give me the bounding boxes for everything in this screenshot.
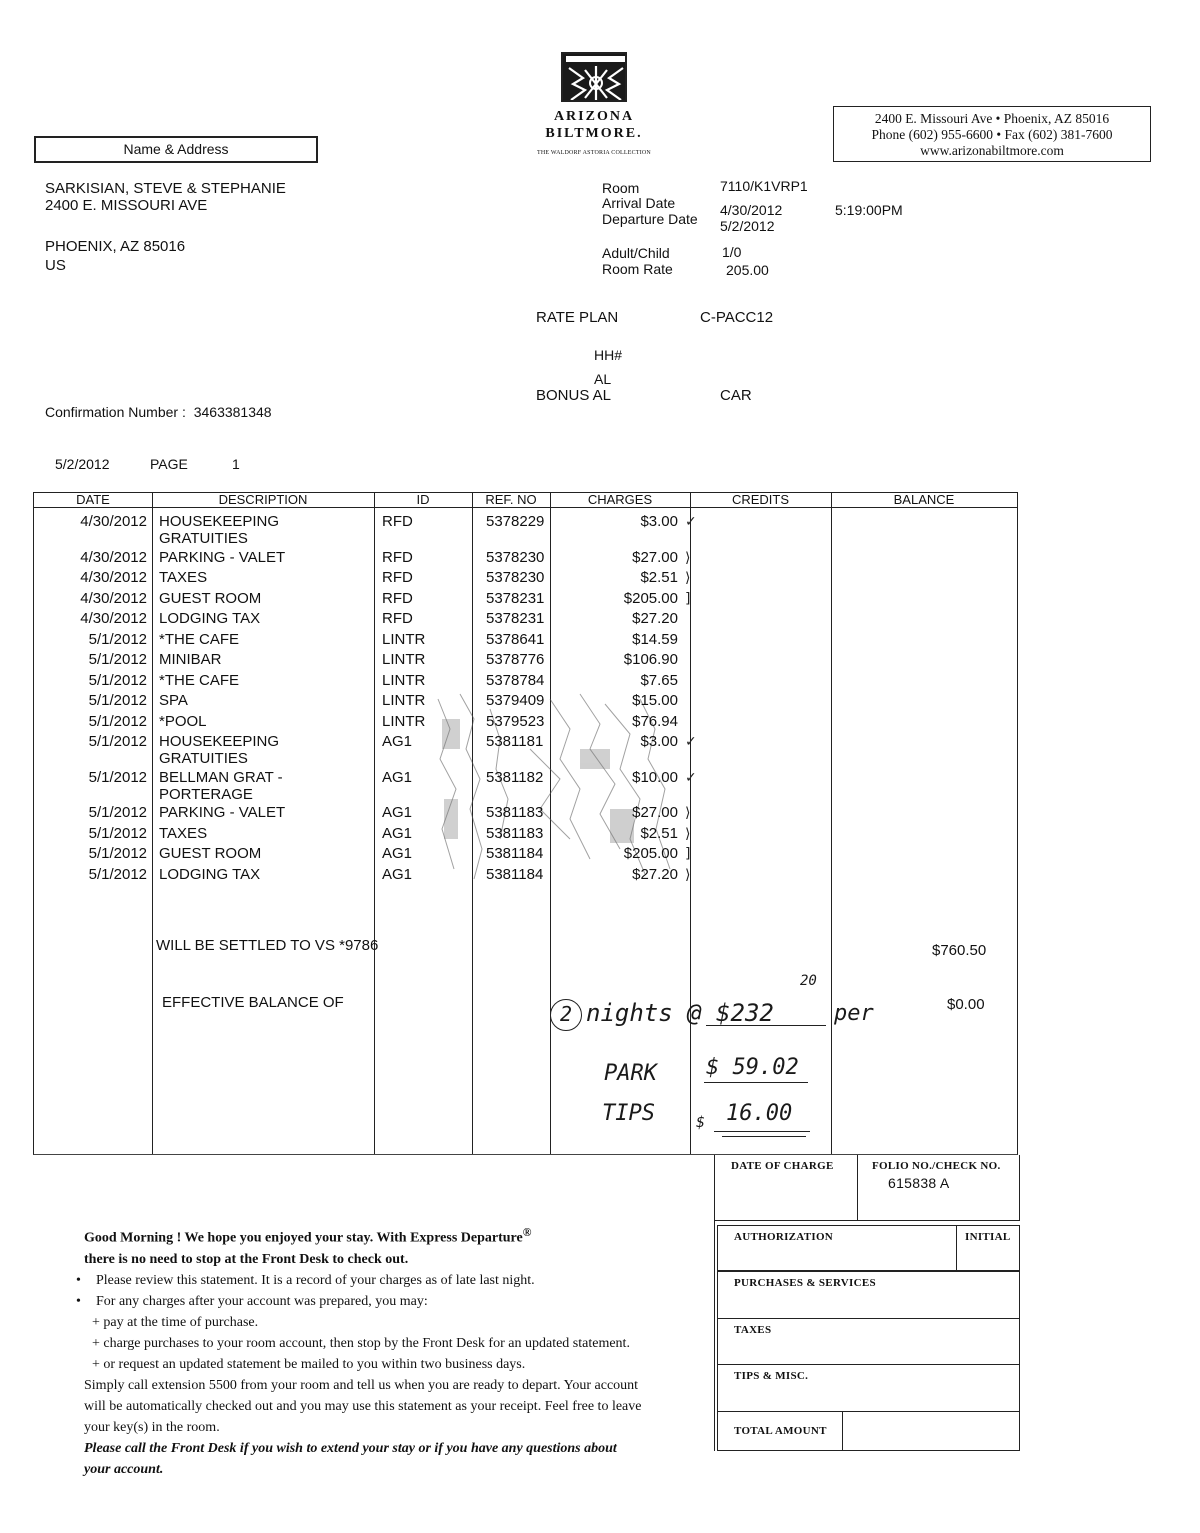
row-id: LINTR bbox=[382, 712, 426, 730]
table-row bbox=[34, 631, 1019, 653]
guest-street: 2400 E. MISSOURI AVE bbox=[45, 197, 208, 214]
row-ref-no: 5378230 bbox=[486, 548, 545, 566]
handwritten-tips-dollar: $ bbox=[696, 1113, 706, 1131]
room-label: Room bbox=[602, 180, 640, 196]
row-id: LINTR bbox=[382, 651, 426, 668]
hotel-address: 2400 E. Missouri Ave • Phoenix, AZ 85016 bbox=[874, 111, 1110, 126]
handwritten-tips-value: 16.00 bbox=[726, 1101, 793, 1126]
col-balance: BALANCE bbox=[893, 492, 955, 507]
row-date: 4/30/2012 bbox=[80, 548, 147, 566]
row-id: RFD bbox=[382, 589, 413, 607]
name-address-label: Name & Address bbox=[34, 136, 318, 163]
folio-label: FOLIO NO./CHECK NO. bbox=[872, 1160, 1001, 1172]
option-charge: + charge purchases to your room account, then stop by the Front Desk for an updated statement. bbox=[92, 1335, 630, 1351]
handwritten-per: per bbox=[834, 1001, 874, 1026]
row-description-cont: GRATUITIES bbox=[159, 750, 248, 767]
col-date: DATE bbox=[76, 492, 110, 507]
row-description: GUEST ROOM bbox=[159, 589, 262, 607]
hotel-website: www.arizonabiltmore.com bbox=[920, 143, 1064, 158]
settled-text: WILL BE SETTLED TO VS *9786 bbox=[156, 937, 379, 954]
guest-name: SARKISIAN, STEVE & STEPHANIE bbox=[45, 180, 286, 197]
row-description: TAXES bbox=[159, 569, 208, 586]
table-row bbox=[34, 513, 1019, 547]
table-row bbox=[34, 713, 1019, 735]
row-id: RFD bbox=[382, 513, 413, 530]
row-charge: $15.00 bbox=[632, 692, 678, 709]
row-charge: $7.65 bbox=[640, 671, 678, 689]
logo-name: ARIZONA BILTMORE. bbox=[545, 109, 643, 141]
initial-label: INITIAL bbox=[965, 1231, 1011, 1243]
row-checkmark: ] bbox=[685, 846, 691, 862]
row-charge: $2.51 bbox=[640, 569, 678, 586]
row-ref-no: 5379409 bbox=[486, 692, 545, 709]
table-row bbox=[34, 672, 1019, 694]
room-rate-value: 205.00 bbox=[726, 262, 769, 278]
row-date: 5/1/2012 bbox=[88, 865, 147, 883]
underline-park bbox=[704, 1082, 808, 1083]
effective-balance-amount: $0.00 bbox=[947, 996, 985, 1013]
table-row bbox=[34, 610, 1019, 632]
row-date: 5/1/2012 bbox=[88, 733, 147, 750]
departure-label: Departure Date bbox=[602, 211, 698, 227]
row-date: 4/30/2012 bbox=[80, 569, 147, 586]
handwritten-park-value: $ 59.02 bbox=[706, 1055, 799, 1080]
row-charge: $106.90 bbox=[623, 651, 678, 668]
row-description: LODGING TAX bbox=[159, 610, 261, 627]
handwritten-park-label: PARK bbox=[604, 1061, 657, 1086]
purchases-label: PURCHASES & SERVICES bbox=[734, 1277, 876, 1289]
logo-emblem-icon bbox=[561, 52, 627, 102]
handwritten-nights: nights @ $232 bbox=[586, 999, 774, 1027]
row-charge: $76.94 bbox=[632, 712, 678, 730]
checkout-paragraph: Simply call extension 5500 from your room and tell us when you are ready to depart. Your account will be automatically checked out and you may use this statement as your receipt. Feel free to leave your key(s) in the room. bbox=[84, 1377, 642, 1435]
row-description-cont: GRATUITIES bbox=[159, 530, 248, 547]
row-date: 5/1/2012 bbox=[88, 630, 147, 648]
bonus-al-label: BONUS AL bbox=[536, 387, 612, 404]
row-description: LODGING TAX bbox=[159, 865, 261, 883]
row-description: GUEST ROOM bbox=[159, 845, 262, 862]
row-id: RFD bbox=[382, 548, 413, 566]
col-charges: CHARGES bbox=[587, 492, 653, 507]
row-charge: $3.00 bbox=[640, 513, 678, 530]
row-date: 5/1/2012 bbox=[88, 671, 147, 689]
row-ref-no: 5381182 bbox=[486, 768, 544, 786]
row-id: RFD bbox=[382, 610, 413, 627]
row-description: PARKING - VALET bbox=[159, 548, 286, 566]
rate-plan-value: C-PACC12 bbox=[700, 309, 774, 326]
row-charge: $3.00 bbox=[640, 733, 678, 750]
adult-child-value: 1/0 bbox=[722, 244, 742, 260]
row-charge: $14.59 bbox=[632, 630, 678, 648]
table-row bbox=[34, 825, 1019, 847]
row-ref-no: 5378231 bbox=[486, 610, 545, 627]
purchases-cell bbox=[717, 1271, 1020, 1319]
col-credits: CREDITS bbox=[731, 492, 790, 507]
hh-label: HH# bbox=[594, 347, 623, 363]
instructions-list bbox=[84, 1270, 644, 1312]
instruction-review: • Please review this statement. It is a record of your charges as of late last night. bbox=[84, 1270, 644, 1291]
col-id: ID bbox=[416, 492, 430, 507]
row-ref-no: 5381183 bbox=[486, 804, 544, 821]
row-charge: $205.00 bbox=[623, 589, 678, 607]
ledger-table bbox=[33, 492, 1018, 1155]
row-charge: $10.00 bbox=[632, 768, 678, 786]
header-divider bbox=[34, 507, 1017, 508]
row-checkmark: ✓ bbox=[685, 514, 697, 530]
row-ref-no: 5378784 bbox=[486, 671, 545, 689]
registered-mark: ® bbox=[522, 1226, 532, 1239]
total-amount-cell bbox=[717, 1411, 843, 1451]
row-date: 5/1/2012 bbox=[88, 692, 147, 709]
row-date: 5/1/2012 bbox=[88, 712, 147, 730]
row-id: LINTR bbox=[382, 630, 426, 648]
greeting-line-2: there is no need to stop at the Front Desk to check out. bbox=[84, 1251, 409, 1267]
taxes-cell bbox=[717, 1318, 1020, 1365]
table-row bbox=[34, 651, 1019, 673]
row-description: *THE CAFE bbox=[159, 671, 240, 689]
hotel-phone: Phone (602) 955-6600 • Fax (602) 381-7600 bbox=[871, 127, 1113, 142]
underline-tips bbox=[714, 1131, 810, 1132]
total-amount-label: TOTAL AMOUNT bbox=[734, 1425, 827, 1437]
row-description: *THE CAFE bbox=[159, 630, 240, 648]
row-checkmark: ✓ bbox=[685, 734, 697, 750]
row-description: TAXES bbox=[159, 824, 208, 842]
row-ref-no: 5381184 bbox=[486, 845, 544, 862]
row-date: 5/1/2012 bbox=[88, 845, 147, 862]
guest-country: US bbox=[45, 257, 66, 274]
confirmation-line bbox=[45, 404, 272, 420]
page-label: PAGE bbox=[150, 456, 188, 472]
row-description: PARKING - VALET bbox=[159, 804, 286, 821]
row-charge: $27.00 bbox=[632, 804, 678, 821]
row-checkmark: ⟩ bbox=[685, 570, 691, 586]
hotel-contact-box bbox=[833, 106, 1151, 162]
row-charge: $27.20 bbox=[632, 865, 678, 883]
date-of-charge-cell bbox=[715, 1155, 858, 1221]
taxes-label: TAXES bbox=[734, 1324, 772, 1336]
row-id: AG1 bbox=[382, 768, 413, 786]
row-date: 5/1/2012 bbox=[88, 804, 147, 821]
room-rate-label: Room Rate bbox=[602, 261, 673, 277]
arrival-time: 5:19:00PM bbox=[835, 202, 903, 218]
initial-cell bbox=[956, 1225, 1020, 1271]
row-charge: $2.51 bbox=[640, 824, 678, 842]
row-id: LINTR bbox=[382, 671, 426, 689]
print-date: 5/2/2012 bbox=[55, 456, 110, 472]
table-row bbox=[34, 549, 1019, 571]
row-date: 4/30/2012 bbox=[80, 513, 147, 530]
col-description: DESCRIPTION bbox=[218, 492, 308, 507]
row-ref-no: 5378229 bbox=[486, 513, 545, 530]
row-date: 5/1/2012 bbox=[88, 651, 147, 668]
total-amount-value-cell bbox=[842, 1411, 1020, 1451]
table-row bbox=[34, 866, 1019, 888]
row-charge: $205.00 bbox=[623, 845, 678, 862]
row-id: AG1 bbox=[382, 804, 413, 821]
closing-note: Please call the Front Desk if you wish to extend your stay or if you have any questions about your account. bbox=[84, 1440, 617, 1477]
adult-child-label: Adult/Child bbox=[602, 245, 670, 261]
row-id: AG1 bbox=[382, 733, 413, 750]
table-row bbox=[34, 768, 1019, 803]
folio-value: 615838 A bbox=[888, 1175, 950, 1191]
guest-city: PHOENIX, AZ 85016 bbox=[45, 238, 186, 255]
row-charge: $27.00 bbox=[632, 548, 678, 566]
row-id: AG1 bbox=[382, 845, 413, 862]
handwritten-cents: 20 bbox=[800, 973, 817, 989]
page-number: 1 bbox=[232, 456, 240, 472]
row-id: LINTR bbox=[382, 692, 426, 709]
hotel-logo bbox=[516, 52, 672, 156]
rate-plan-label: RATE PLAN bbox=[536, 309, 619, 326]
row-date: 5/1/2012 bbox=[88, 768, 147, 786]
underline-tips-2 bbox=[722, 1136, 806, 1137]
row-date: 5/1/2012 bbox=[88, 824, 147, 842]
handwritten-tips-label: TIPS bbox=[602, 1101, 655, 1126]
authorization-label: AUTHORIZATION bbox=[734, 1231, 834, 1243]
room-value: 7110/K1VRP1 bbox=[720, 178, 808, 194]
tips-cell bbox=[717, 1364, 1020, 1412]
row-id: AG1 bbox=[382, 865, 413, 883]
row-description: SPA bbox=[159, 692, 188, 709]
logo-tagline: THE WALDORF ASTORIA COLLECTION bbox=[537, 150, 651, 156]
row-checkmark: ⟩ bbox=[685, 549, 691, 566]
instruction-options: • For any charges after your account was prepared, you may: bbox=[84, 1291, 644, 1312]
row-description: *POOL bbox=[159, 712, 207, 730]
settled-amount: $760.50 bbox=[932, 942, 987, 959]
departure-value: 5/2/2012 bbox=[720, 218, 775, 234]
row-ref-no: 5379523 bbox=[486, 712, 545, 730]
row-ref-no: 5381183 bbox=[486, 824, 544, 842]
arrival-value: 4/30/2012 bbox=[720, 202, 783, 218]
col-ref: REF. NO bbox=[485, 492, 537, 507]
confirmation-label: Confirmation Number : bbox=[45, 404, 186, 420]
car-label: CAR bbox=[720, 387, 752, 404]
row-ref-no: 5381184 bbox=[486, 865, 544, 883]
arrival-label: Arrival Date bbox=[602, 195, 676, 211]
row-description: HOUSEKEEPING bbox=[159, 733, 280, 750]
folio-cell bbox=[857, 1155, 1020, 1221]
row-description: MINIBAR bbox=[159, 651, 222, 668]
row-ref-no: 5378230 bbox=[486, 569, 545, 586]
table-row bbox=[34, 733, 1019, 767]
authorization-cell bbox=[717, 1225, 957, 1271]
row-date: 4/30/2012 bbox=[80, 589, 147, 607]
row-ref-no: 5381181 bbox=[486, 733, 544, 750]
date-of-charge-label: DATE OF CHARGE bbox=[731, 1160, 834, 1172]
handwritten-nights-count: 2 bbox=[550, 999, 582, 1031]
row-description: BELLMAN GRAT - bbox=[159, 768, 283, 786]
row-charge: $27.20 bbox=[632, 610, 678, 627]
row-ref-no: 5378641 bbox=[486, 630, 545, 648]
table-row bbox=[34, 804, 1019, 826]
effective-balance-text: EFFECTIVE BALANCE OF bbox=[162, 994, 344, 1011]
table-row bbox=[34, 590, 1019, 612]
express-departure-notice bbox=[84, 1222, 644, 1480]
row-id: AG1 bbox=[382, 824, 413, 842]
row-ref-no: 5378231 bbox=[486, 589, 545, 607]
confirmation-number: 3463381348 bbox=[193, 404, 272, 420]
row-date: 4/30/2012 bbox=[80, 610, 147, 627]
row-checkmark: ] bbox=[685, 590, 691, 607]
row-description: HOUSEKEEPING bbox=[159, 513, 280, 530]
row-id: RFD bbox=[382, 569, 413, 586]
row-description-cont: PORTERAGE bbox=[159, 785, 253, 803]
table-row bbox=[34, 692, 1019, 714]
option-pay: + pay at the time of purchase. bbox=[92, 1314, 259, 1330]
guest-address bbox=[45, 180, 286, 274]
row-checkmark: ✓ bbox=[685, 769, 697, 786]
greeting-line: Good Morning ! We hope you enjoyed your stay. With Express Departure® bbox=[84, 1226, 532, 1246]
table-row bbox=[34, 569, 1019, 591]
tips-misc-label: TIPS & MISC. bbox=[734, 1370, 809, 1382]
row-ref-no: 5378776 bbox=[486, 651, 545, 668]
al-label: AL bbox=[594, 371, 612, 387]
charge-form bbox=[714, 1155, 1019, 1451]
row-checkmark: ⟩ bbox=[685, 866, 691, 883]
underline-nights bbox=[706, 1025, 826, 1026]
table-row bbox=[34, 845, 1019, 867]
row-checkmark: ⟩ bbox=[685, 805, 691, 821]
row-checkmark: ⟩ bbox=[685, 825, 691, 842]
option-mail: + or request an updated statement be mailed to you within two business days. bbox=[92, 1356, 526, 1372]
